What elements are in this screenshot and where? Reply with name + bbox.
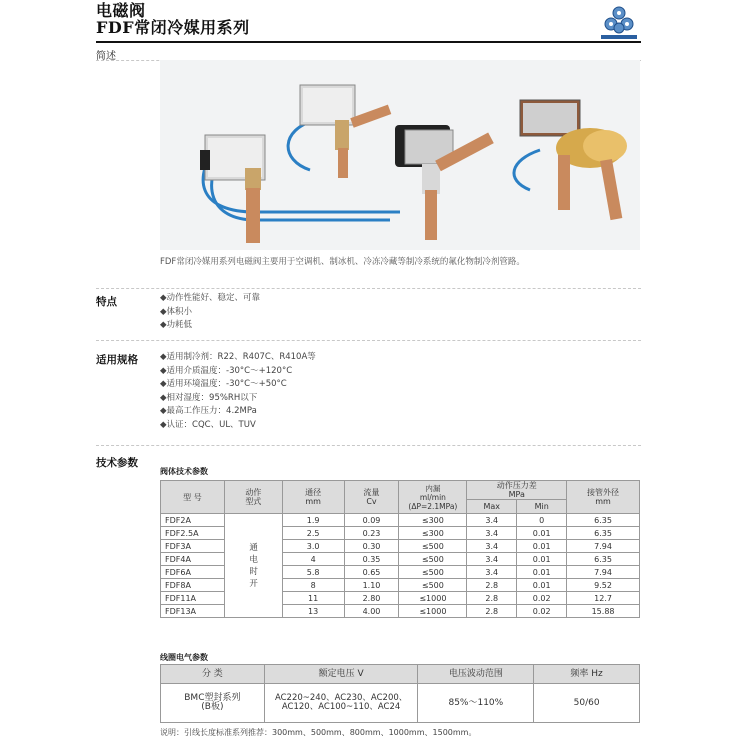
divider: [96, 288, 641, 289]
cell-range: 85%～110%: [418, 684, 534, 723]
col-header-min: Min: [517, 500, 567, 514]
coil-table-caption: 线圈电气参数: [160, 653, 208, 662]
cell-flow: 0.65: [344, 566, 399, 579]
cell-leak: ≤300: [399, 527, 467, 540]
cell-leak: ≤500: [399, 579, 467, 592]
list-item: ◆认证：CQC、UL、TUV: [160, 419, 256, 430]
list-item: ◆体积小: [160, 306, 193, 317]
cell-voltage: AC220~240、AC230、AC200、 AC120、AC100~110、AC24: [264, 684, 418, 723]
list-item: ◆动作性能好、稳定、可靠: [160, 293, 261, 303]
cell-pipe: 7.94: [567, 540, 640, 553]
cell-max: 2.8: [467, 605, 517, 618]
col-header-bore: 通径 mm: [282, 481, 344, 514]
cell-flow: 1.10: [344, 579, 399, 592]
cell-min: 0: [517, 514, 567, 527]
valve-spec-table: [160, 480, 640, 618]
section-title-features: 特点: [96, 296, 117, 308]
cell-max: 2.8: [467, 592, 517, 605]
cell-max: 3.4: [467, 527, 517, 540]
cell-model: FDF6A: [161, 566, 225, 579]
cell-min: 0.02: [517, 592, 567, 605]
list-item: ◆适用制冷剂：R22、R407C、R410A等: [160, 352, 316, 362]
cell-max: 3.4: [467, 566, 517, 579]
col-header-category: 分 类: [161, 665, 265, 684]
cell-model: FDF4A: [161, 553, 225, 566]
cell-bore: 3.0: [282, 540, 344, 553]
col-header-range: 电压波动范围: [418, 665, 534, 684]
page-title: 电磁阀: [96, 1, 146, 20]
intro-text: FDF常闭冷媒用系列电磁阀主要用于空调机、制冰机、冷冻冷藏等制冷系统的氟化物制冷剂管路。: [160, 257, 525, 267]
cell-flow: 2.80: [344, 592, 399, 605]
cell-category: BMC塑封系列 (B板): [161, 684, 265, 723]
features-list: [160, 292, 260, 333]
cell-bore: 8: [282, 579, 344, 592]
section-title-intro: 简述: [96, 51, 116, 62]
list-item: ◆最高工作压力：4.2MPa: [160, 406, 257, 417]
footnote: 说明：引线长度标准系列推荐：300mm、500mm、800mm、1000mm、1500mm。: [160, 728, 477, 737]
cell-model: FDF3A: [161, 540, 225, 553]
cell-bore: 4: [282, 553, 344, 566]
cell-pipe: 9.52: [567, 579, 640, 592]
cell-min: 0.02: [517, 605, 567, 618]
col-header-max: Max: [467, 500, 517, 514]
section-title-tech: 技术参数: [96, 457, 138, 469]
cell-leak: ≤1000: [399, 605, 467, 618]
cell-min: 0.01: [517, 527, 567, 540]
action-type-text: 通电时开: [249, 542, 258, 589]
cell-model: FDF13A: [161, 605, 225, 618]
cell-pipe: 7.94: [567, 566, 640, 579]
list-item: ◆适用环境温度：-30°C～+50°C: [160, 379, 287, 390]
cell-flow: 0.23: [344, 527, 399, 540]
cell-leak: ≤500: [399, 566, 467, 579]
cell-bore: 13: [282, 605, 344, 618]
cell-pipe: 15.88: [567, 605, 640, 618]
cell-flow: 0.35: [344, 553, 399, 566]
cell-bore: 1.9: [282, 514, 344, 527]
table-row: [161, 514, 640, 527]
cell-leak: ≤1000: [399, 592, 467, 605]
list-item: ◆适用介质温度：-30°C～+120°C: [160, 365, 293, 376]
cell-pipe: 6.35: [567, 514, 640, 527]
cell-max: 3.4: [467, 553, 517, 566]
col-header-model: 型 号: [161, 481, 225, 514]
cell-max: 2.8: [467, 579, 517, 592]
cell-leak: ≤500: [399, 553, 467, 566]
cell-model: FDF2.5A: [161, 527, 225, 540]
cell-leak: ≤500: [399, 540, 467, 553]
page-subtitle: FDF常闭冷媒用系列: [96, 18, 250, 37]
header: [96, 2, 640, 36]
cell-min: 0.01: [517, 579, 567, 592]
header-rule: [96, 41, 641, 43]
coil-spec-table: [160, 664, 640, 723]
cell-pipe: 6.35: [567, 553, 640, 566]
cell-pipe: 6.35: [567, 527, 640, 540]
list-item: ◆功耗低: [160, 320, 193, 331]
cell-min: 0.01: [517, 553, 567, 566]
company-logo: [597, 4, 641, 42]
col-header-pressure: 动作压力差 MPa: [467, 481, 567, 500]
list-item: ◆相对湿度：95%RH以下: [160, 392, 258, 403]
section-title-specs: 适用规格: [96, 354, 138, 366]
cell-flow: 0.09: [344, 514, 399, 527]
cell-model: FDF2A: [161, 514, 225, 527]
cell-leak: ≤300: [399, 514, 467, 527]
valve-table-caption: 阀体技术参数: [160, 467, 208, 476]
divider: [96, 340, 641, 341]
col-header-voltage: 额定电压 V: [264, 665, 418, 684]
cell-model: FDF8A: [161, 579, 225, 592]
cell-model: FDF11A: [161, 592, 225, 605]
col-header-leak: 内漏 ml/min (ΔP=2.1MPa): [399, 481, 467, 514]
product-photo: [160, 60, 640, 250]
col-header-flow: 流量 Cv: [344, 481, 399, 514]
col-header-pipe: 接管外径 mm: [567, 481, 640, 514]
cell-frequency: 50/60: [534, 684, 640, 723]
cell-max: 3.4: [467, 514, 517, 527]
cell-flow: 0.30: [344, 540, 399, 553]
divider: [96, 445, 641, 446]
cell-min: 0.01: [517, 540, 567, 553]
cell-min: 0.01: [517, 566, 567, 579]
cell-flow: 4.00: [344, 605, 399, 618]
col-header-frequency: 频率 Hz: [534, 665, 640, 684]
cell-max: 3.4: [467, 540, 517, 553]
cell-bore: 2.5: [282, 527, 344, 540]
table-row: [161, 684, 640, 723]
cell-action-type: [224, 514, 282, 618]
col-header-action: 动作 型式: [224, 481, 282, 514]
specs-list: [160, 351, 316, 433]
cell-bore: 5.8: [282, 566, 344, 579]
cell-bore: 11: [282, 592, 344, 605]
cell-pipe: 12.7: [567, 592, 640, 605]
